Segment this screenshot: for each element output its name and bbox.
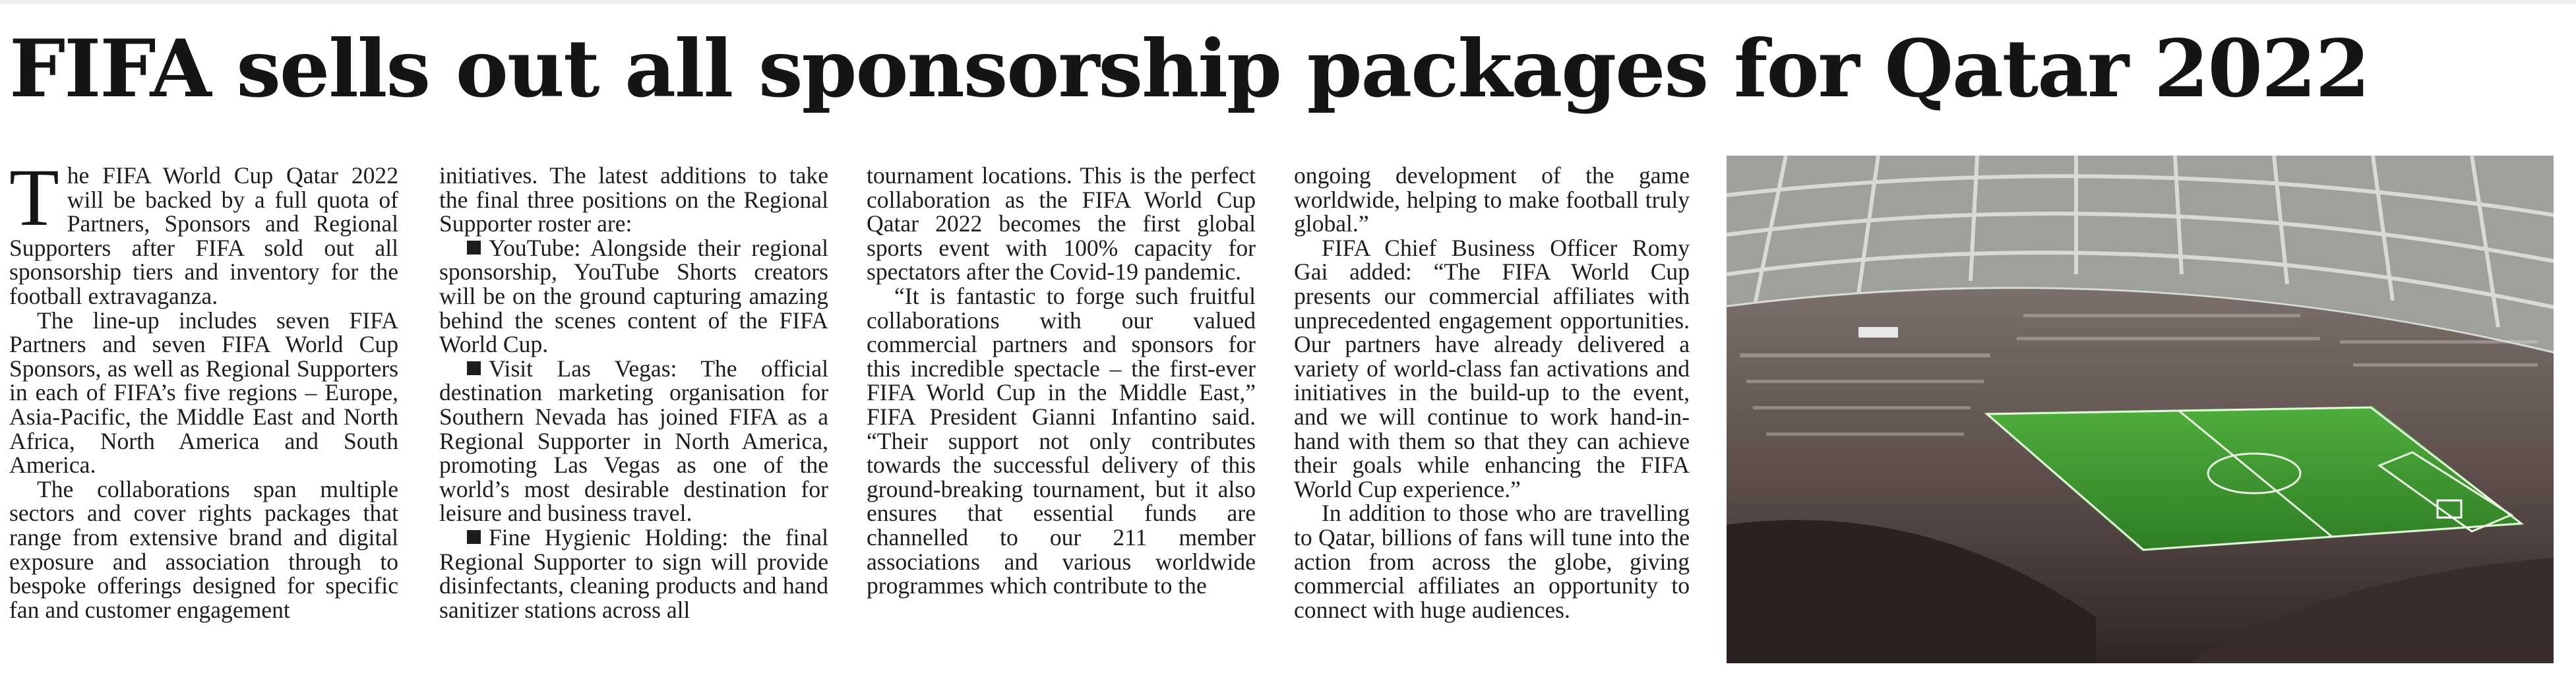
top-rule [0, 0, 2576, 4]
paragraph-text: Visit Las Vegas: The official destination marketing organisation for Southern Nevada has joined FIFA as a Regional Supporter in North America, promoting Las Vegas as one of the world’s most desirable destination for leisure and business travel. [439, 355, 828, 527]
paragraph: The line-up includes seven FIFA Partners and seven FIFA World Cup Sponsors, as well as Regional Supporters in each of FIFA’s five regions – Europe, Asia-Pacific, the Middle East and North Africa, North America and South America. [9, 307, 398, 479]
paragraph: FIFA Chief Business Officer Romy Gai added: “The FIFA World Cup presents our commercial affiliates with unprecedented engagement opportunities. Our partners have already delivered a variety of world-class fan activations and initiatives in the build-up to the event, and we will continue to work hand-in-hand with them so that they can achieve their goals while enhancing the FIFA World Cup experience.” [1294, 234, 1690, 502]
bullet-paragraph [439, 236, 828, 357]
paragraph-text: he FIFA World Cup Qatar 2022 will be backed by a full quota of Partners, Sponsors and Regional Supporters after FIFA sold out all sponsorship tiers and inventory for the football extravaganza. [9, 162, 398, 309]
paragraph: ongoing development of the game worldwide, helping to make football truly global.” [1294, 162, 1690, 237]
bullet-paragraph [439, 525, 828, 622]
paragraph-text: Fine Hygienic Holding: the final Regional Supporter to sign will provide disinfectants, cleaning products and hand sanitizer stations across all [439, 523, 828, 623]
paragraph: tournament locations. This is the perfect collaboration as the FIFA World Cup Qatar 2022 becomes the first global sports event with 100% capacity for spectators after the Covid-19 pandemic. [867, 162, 1256, 285]
paragraph: In addition to those who are travelling to Qatar, billions of fans will tune into the action from across the globe, giving commercial affiliates an opportunity to connect with huge audiences. [1294, 500, 1690, 623]
paragraph: “It is fantastic to forge such fruitful collaborations with our valued commercial partners and sponsors for this incredible spectacle – the first-ever FIFA World Cup in the Middle East,” FIFA President Gianni Infantino said. “Their support not only contributes towards the successful delivery of this ground-breaking tournament, but it also ensures that essential funds are channelled to our 211 member associations and various worldwide programmes which contribute to the [867, 282, 1256, 599]
stadium-photo [1727, 156, 2554, 663]
column-4 [1294, 164, 1690, 622]
stadium-illustration [1727, 156, 2554, 663]
paragraph: The collaborations span multiple sectors and cover rights packages that range from extensive brand and digital exposure and association through to bespoke offerings designed for specific fan and customer engagement [9, 475, 398, 623]
drop-cap: T [9, 152, 59, 243]
column-3 [867, 164, 1256, 598]
square-bullet-icon [467, 530, 481, 544]
paragraph [9, 152, 398, 309]
bullet-paragraph [439, 357, 828, 525]
paragraph: initiatives. The latest additions to take the final three positions on the Regional Supporter roster are: [439, 162, 828, 237]
column-1 [9, 152, 398, 623]
column-2 [439, 164, 828, 622]
square-bullet-icon [467, 241, 481, 254]
paragraph-text: YouTube: Alongside their regional sponsorship, YouTube Shorts creators will be on the ground capturing amazing behind the scenes content of the FIFA World Cup. [439, 234, 828, 358]
headline: FIFA sells out all sponsorship packages for Qatar 2022 [9, 22, 2369, 115]
square-bullet-icon [467, 361, 481, 375]
scoreboard [1858, 327, 1898, 338]
